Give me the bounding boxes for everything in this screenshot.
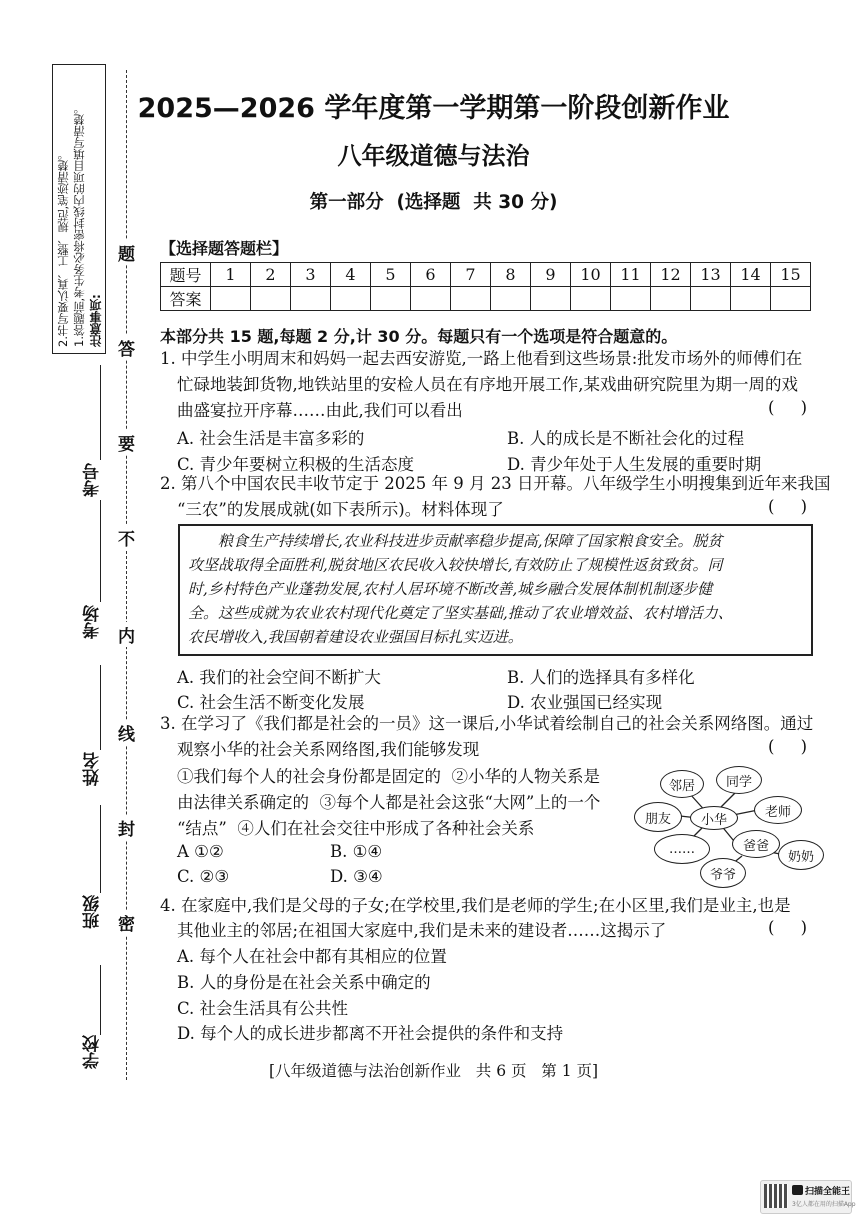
network-node: 爸爸	[732, 830, 780, 858]
q3-statement-line-1: ①我们每个人的社会身份都是固定的 ②小华的人物关系是	[177, 767, 600, 786]
part-heading: 第一部分 (选择题 共 30 分)	[309, 192, 558, 213]
question-number: 15	[771, 263, 811, 287]
question-number: 13	[691, 263, 731, 287]
seal-char: 密	[118, 910, 135, 935]
field-room-label: 考场	[83, 605, 103, 639]
q2-material-line-3: 时,乡村特色产业蓬勃发展,农村人居环境不断改善,城乡融合发展体制机制逐步健	[188, 580, 713, 598]
q2-material-line-1: 粮食生产持续增长,农业科技进步贡献率稳步提高,保障了国家粮食安全。脱贫	[218, 532, 723, 550]
q2-answer-bracket[interactable]: ( )	[768, 497, 808, 516]
q1-option-d[interactable]: D. 青少年处于人生发展的重要时期	[507, 455, 762, 474]
answer-cell[interactable]	[771, 287, 811, 311]
network-node: 爷爷	[700, 858, 746, 888]
qr-code-icon	[764, 1184, 788, 1208]
answer-table-answer-row	[161, 287, 811, 311]
field-number-line[interactable]	[100, 365, 101, 460]
answer-cell[interactable]	[251, 287, 291, 311]
answer-cell[interactable]	[611, 287, 651, 311]
notice-title: 注意事项:	[89, 294, 103, 347]
notice-line-1: 1.答题前,考生务必将密封线内的项目填写清楚。	[72, 102, 86, 347]
answer-cell[interactable]	[651, 287, 691, 311]
q1-option-a[interactable]: A. 社会生活是丰富多彩的	[177, 429, 365, 448]
q2-option-b[interactable]: B. 人们的选择具有多样化	[507, 668, 695, 687]
question-number: 10	[571, 263, 611, 287]
q3-option-d[interactable]: D. ③④	[330, 867, 383, 886]
question-number: 1	[211, 263, 251, 287]
section-instructions: 本部分共 15 题,每题 2 分,计 30 分。每题只有一个选项是符合题意的。	[160, 327, 678, 346]
page-title: 2025—2026 学年度第一学期第一阶段创新作业	[137, 93, 730, 124]
q3-option-c[interactable]: C. ②③	[177, 867, 230, 886]
notice-line-2: 2.书写要认真、工整、规范,笔迹清楚。	[56, 148, 70, 347]
q4-answer-bracket[interactable]: ( )	[768, 918, 808, 937]
answer-cell[interactable]	[691, 287, 731, 311]
network-node: 老师	[754, 796, 802, 824]
q4-option-b[interactable]: B. 人的身份是在社会关系中确定的	[177, 973, 431, 992]
q1-stem-line-1: 1. 中学生小明周末和妈妈一起去西安游览,一路上他看到这些场景:批发市场外的师傅们在	[160, 349, 803, 368]
row-label: 答案	[161, 287, 211, 311]
field-class-label: 班级	[83, 895, 103, 929]
question-number: 6	[411, 263, 451, 287]
q2-material-box	[178, 524, 813, 656]
q4-option-a[interactable]: A. 每个人在社会中都有其相应的位置	[177, 947, 447, 966]
answer-cell[interactable]	[731, 287, 771, 311]
answer-table	[160, 262, 811, 311]
network-node: 朋友	[634, 802, 682, 832]
answer-table-caption: 【选择题答题栏】	[160, 239, 289, 258]
field-name-label: 姓名	[83, 752, 103, 786]
q2-stem-line-2: “三农”的发展成就(如下表所示)。材料体现了	[177, 500, 504, 519]
answer-table-number-row	[161, 263, 811, 287]
scanner-logo-icon	[792, 1185, 803, 1195]
network-node: 邻居	[660, 770, 704, 798]
answer-cell[interactable]	[531, 287, 571, 311]
scanner-badge	[760, 1180, 856, 1214]
q2-option-d[interactable]: D. 农业强国已经实现	[507, 693, 663, 712]
q2-material-line-5: 农民增收入,我国朝着建设农业强国目标扎实迈进。	[188, 628, 523, 646]
q3-statement-line-2: 由法律关系确定的 ③每个人都是社会这张“大网”上的一个	[177, 793, 601, 812]
q2-material-line-2: 攻坚战取得全面胜利,脱贫地区农民收入较快增长,有效防止了规模性返贫致贫。同	[188, 556, 723, 574]
field-name-line[interactable]	[100, 665, 101, 750]
q4-stem-line-2: 其他业主的邻居;在祖国大家庭中,我们是未来的建设者……这揭示了	[177, 921, 667, 940]
network-node: 奶奶	[778, 840, 824, 870]
seal-char: 要	[118, 430, 135, 455]
seal-char: 内	[118, 622, 135, 647]
seal-char: 线	[118, 720, 135, 745]
answer-cell[interactable]	[331, 287, 371, 311]
q1-option-c[interactable]: C. 青少年要树立积极的生活态度	[177, 455, 415, 474]
page-footer: [八年级道德与法治创新作业 共 6 页 第 1 页]	[268, 1062, 599, 1080]
q2-material-line-4: 全。这些成就为农业农村现代化奠定了坚实基础,推动了农业增效益、农村增活力、	[188, 604, 733, 622]
relation-network-diagram	[632, 762, 828, 890]
answer-cell[interactable]	[571, 287, 611, 311]
field-room-line[interactable]	[100, 500, 101, 602]
question-number: 3	[291, 263, 331, 287]
scanner-name: 扫描全能王	[805, 1187, 851, 1197]
question-number: 8	[491, 263, 531, 287]
network-node-center: 小华	[690, 806, 738, 830]
question-number: 7	[451, 263, 491, 287]
seal-char: 不	[118, 525, 135, 550]
seal-char: 封	[118, 815, 135, 840]
answer-cell[interactable]	[411, 287, 451, 311]
q3-option-b[interactable]: B. ①④	[330, 842, 383, 861]
question-number: 2	[251, 263, 291, 287]
seal-char: 答	[118, 335, 135, 360]
field-class-line[interactable]	[100, 805, 101, 893]
q1-option-b[interactable]: B. 人的成长是不断社会化的过程	[507, 429, 745, 448]
question-number: 4	[331, 263, 371, 287]
answer-cell[interactable]	[211, 287, 251, 311]
q3-stem-line-2: 观察小华的社会关系网络图,我们能够发现	[177, 740, 480, 759]
field-school-label: 学校	[83, 1035, 103, 1069]
row-label: 题号	[161, 263, 211, 287]
field-school-line[interactable]	[100, 965, 101, 1035]
q3-stem-line-1: 3. 在学习了《我们都是社会的一员》这一课后,小华试着绘制自己的社会关系网络图。通过	[160, 714, 814, 733]
question-number: 11	[611, 263, 651, 287]
q4-stem-line-1: 4. 在家庭中,我们是父母的子女;在学校里,我们是老师的学生;在小区里,我们是业主,也是	[160, 896, 791, 915]
network-node: 同学	[716, 766, 762, 794]
network-node: ……	[654, 834, 710, 864]
q2-stem-line-1: 2. 第八个中国农民丰收节定于 2025 年 9 月 23 日开幕。八年级学生小明搜集到近年来我国	[160, 474, 831, 493]
q1-stem-line-2: 忙碌地装卸货物,地铁站里的安检人员在有序地开展工作,某戏曲研究院里为期一周的戏	[177, 375, 798, 394]
question-number: 5	[371, 263, 411, 287]
question-number: 9	[531, 263, 571, 287]
q2-option-a[interactable]: A. 我们的社会空间不断扩大	[177, 668, 381, 687]
q4-option-c[interactable]: C. 社会生活具有公共性	[177, 999, 349, 1018]
q2-option-c[interactable]: C. 社会生活不断变化发展	[177, 693, 365, 712]
page-subtitle: 八年级道德与法治	[337, 142, 530, 170]
question-number: 14	[731, 263, 771, 287]
scanner-tagline: 3亿人都在用的扫描App	[792, 1201, 856, 1208]
answer-cell[interactable]	[491, 287, 531, 311]
answer-cell[interactable]	[371, 287, 411, 311]
answer-cell[interactable]	[291, 287, 331, 311]
question-number: 12	[651, 263, 691, 287]
field-number-label: 考号	[83, 463, 103, 497]
answer-cell[interactable]	[451, 287, 491, 311]
q3-answer-bracket[interactable]: ( )	[768, 737, 808, 756]
q3-option-a[interactable]: A ①②	[177, 842, 224, 861]
q1-answer-bracket[interactable]: ( )	[768, 398, 808, 417]
seal-char: 题	[118, 240, 135, 265]
q1-stem-line-3: 曲盛宴拉开序幕……由此,我们可以看出	[177, 401, 463, 420]
q4-option-d[interactable]: D. 每个人的成长进步都离不开社会提供的条件和支持	[177, 1024, 564, 1043]
q3-statement-line-3: “结点” ④人们在社会交往中形成了各种社会关系	[177, 819, 535, 838]
